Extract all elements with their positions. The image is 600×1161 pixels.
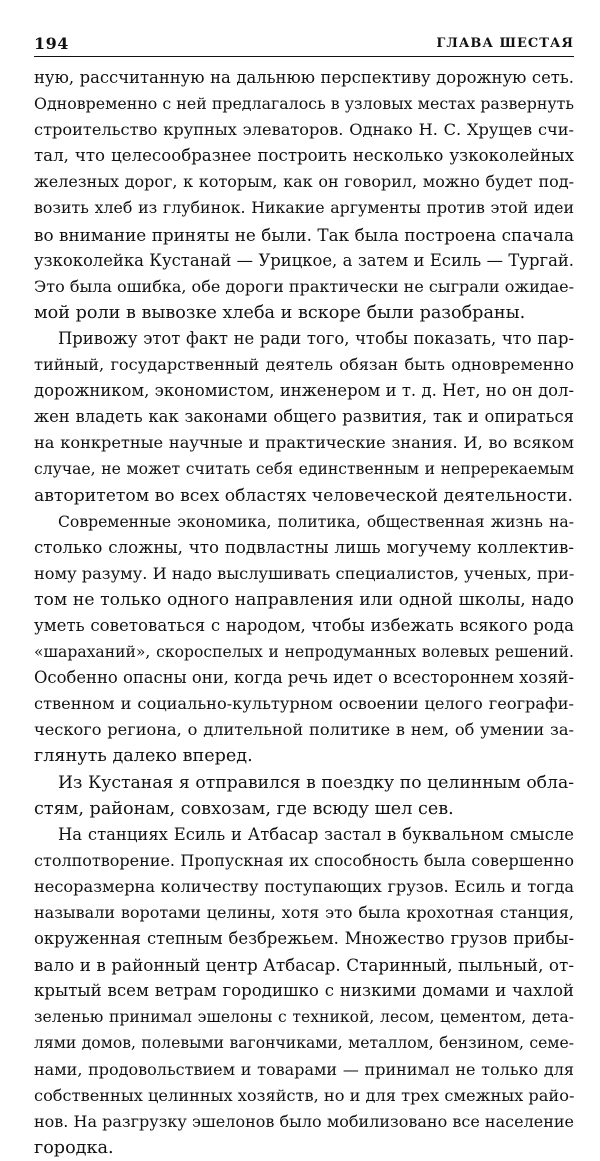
text-line: дорожником, экономистом, инженером и т. д. Нет, но он дол-: [34, 381, 574, 401]
text-line: стям, районам, совхозам, где всюду шел сев.: [34, 798, 454, 819]
text-line: Особенно опасны они, когда речь идет о всестороннем хозяй-: [34, 668, 574, 688]
text-line: несоразмерна количеству поступающих грузов. Есиль и тогда: [34, 876, 574, 896]
running-head: ГЛАВА ШЕСТАЯ: [436, 36, 574, 51]
text-line: ческого региона, о длительной политике в нем, об умении за-: [34, 720, 574, 740]
text-line: зеленью принимал эшелоны с техникой, лесом, цементом, дета-: [34, 1008, 574, 1027]
text-line: лями домов, полевыми вагончиками, металлом, бензином, семе-: [34, 1034, 574, 1053]
book-page: [34, 34, 574, 1161]
text-line: возить хлеб из глубинок. Никакие аргументы против этой идеи: [34, 198, 574, 218]
text-line: уметь советоваться с народом, чтобы избежать всякого рода: [34, 615, 574, 635]
text-line: Это была ошибка, обе дороги практически не сыграли ожидае-: [34, 276, 574, 296]
text-line: ному разуму. И надо выслушивать специалистов, ученых, при-: [34, 563, 575, 583]
text-line: столпотворение. Пропускная их способность была совершенно: [34, 850, 574, 870]
text-line: тийный, государственный деятель обязан быть одновременно: [34, 355, 574, 375]
text-line: мой роли в вывозке хлеба и вскоре были разобраны.: [34, 302, 526, 323]
text-line: нов. На разгрузку эшелонов было мобилизовано все население: [34, 1111, 574, 1131]
text-line: Привожу этот факт не ради того, чтобы показать, что пар-: [58, 328, 574, 348]
text-line: строительство крупных элеваторов. Однако Н. С. Хрущев счи-: [34, 120, 574, 140]
page-number: 194: [34, 34, 69, 53]
text-line: глянуть далеко вперед.: [34, 746, 253, 767]
page-header: [34, 34, 574, 57]
text-line: городка.: [34, 1137, 114, 1158]
text-line: во внимание приняты не были. Так была построена спачала: [34, 224, 574, 245]
text-line: жен владеть как законами общего развития, так и опираться: [34, 407, 574, 427]
body-text: [34, 65, 574, 1161]
text-line: том не только одного направления или одной школы, надо: [34, 589, 574, 610]
text-line: называли воротами целины, хотя это была крохотная станция,: [34, 903, 574, 922]
text-line: крытый всем ветрам городишко с низкими домами и чахлой: [34, 981, 574, 1001]
text-line: на конкретные научные и практические знания. И, во всяком: [34, 433, 574, 453]
text-line: авторитетом во всех областях человеческой деятельности.: [34, 485, 573, 506]
text-line: вало и в районный центр Атбасар. Старинный, пыльный, от-: [34, 955, 574, 976]
text-line: «шараханий», скороспелых и непродуманных волевых решений.: [34, 643, 574, 662]
text-line: Одновременно с ней предлагалось в узловых местах развернуть: [34, 94, 574, 114]
text-line: узкоколейка Кустанай — Урицкое, а затем и Есиль — Тургай.: [34, 250, 574, 270]
text-line: железных дорог, к которым, как он говорил, можно будет под-: [34, 172, 574, 192]
text-line: Из Кустаная я отправился в поездку по целинным обла-: [58, 772, 574, 793]
text-line: столько сложны, что подвластны лишь могучему коллектив-: [34, 537, 574, 557]
text-line: окруженная степным безбрежьем. Множество грузов прибы-: [34, 929, 574, 949]
text-line: ственном и социально-культурном освоении целого географи-: [34, 694, 574, 714]
text-line: случае, не может считать себя единственным и непререкаемым: [34, 460, 574, 479]
text-line: Современные экономика, политика, общественная жизнь на-: [58, 512, 574, 531]
text-line: На станциях Есиль и Атбасар застал в буквальном смысле: [58, 824, 574, 844]
text-line: собственных целинных хозяйств, но и для трех смежных райо-: [34, 1085, 575, 1105]
text-line: нами, продовольствием и товарами — принимал не только для: [34, 1059, 574, 1079]
text-line: тал, что целесообразнее построить несколько узкоколейных: [34, 146, 574, 166]
text-line: ную, рассчитанную на дальнюю перспективу дорожную сеть.: [34, 68, 574, 87]
